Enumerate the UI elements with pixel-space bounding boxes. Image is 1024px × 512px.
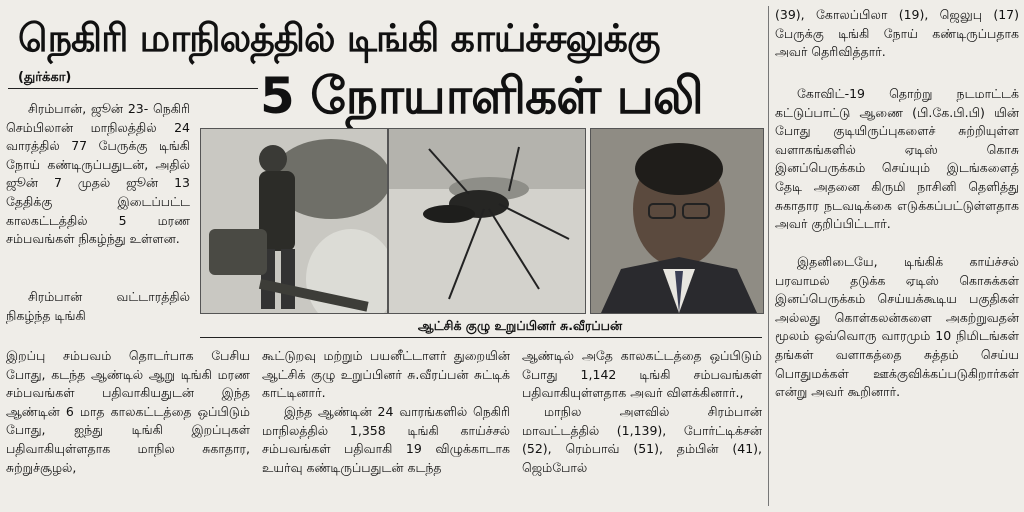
article-column-4: [775, 6, 1019, 496]
byline-rule: [8, 88, 258, 89]
article-column-1-continued: [6, 347, 250, 497]
paragraph: ஆண்டில் அதே காலகட்டத்தை ஒப்பிடும் போது 1,142 டிங்கி சம்பவங்கள் பதிவாகியுள்ளதாக அவர் விளக்கினார்.,: [522, 348, 762, 401]
article-column-1: [6, 100, 190, 325]
paragraph: கோவிட்-19 தொற்று நடமாட்டக் கட்டுப்பாட்டு ஆணை (பி.கே.பி.பி) யின் போது குடியிருப்புகளைச் சுற்றியுள்ள வளாகங்களில் ஏடிஸ் கொசு இனப்பெருக்கம் செய்யும் இடங்களைத் தேடி அதனை கிருமி நாசினி தெளித்து சுகாதார நடவடிக்கை எடுக்கப்பட்டுள்ளதாக அவர் குறிப்பிட்டார்.: [775, 86, 1019, 232]
column-divider: [768, 6, 769, 506]
photo-caption: ஆட்சிக் குழு உறுப்பினர் சு.வீரப்பன்: [417, 318, 623, 333]
article-column-3: [522, 347, 762, 496]
paragraph: இறப்பு சம்பவம் தொடர்பாக பேசிய போது, கடந்த ஆண்டில் ஆறு டிங்கி மரண சம்பவங்கள் பதிவாகியதுடன் இந்த ஆண்டின் 6 மாத காலகட்டத்தை ஒப்பிடும் போது, ஐந்து டிங்கி இறப்புகள் பதிவாகியுள்ளதாக மாநில சுகாதார, சுற்றுச்சூழல்,: [6, 348, 250, 475]
paragraph: சிரம்பான், ஜூன் 23- நெகிரி செம்பிலான் மாநிலத்தில் 24 வாரத்தில் 77 பேருக்கு டிங்கி நோய் கண்டிருப்பதுடன், அதில் ஜூன் 7 முதல் ஜூன் 13 தேதிக்கு இடைப்பட்ட காலகட்டத்தில் 5 மரண சம்பவங்கள் நிகழ்ந்து உள்ளன.: [6, 101, 190, 247]
paragraph: சிரம்பான் வட்டாரத்தில் நிகழ்ந்த டிங்கி: [6, 289, 190, 323]
photo-mosquito: [388, 128, 586, 314]
paragraph: இந்த ஆண்டின் 24 வாரங்களில் நெகிரி மாநிலத்தில் 1,358 டிங்கி காய்ச்சல் சம்பவங்கள் பதிவாகி 19 விழுக்காடாக உயர்வு கண்டிருப்பதுடன் கடந்த: [262, 404, 510, 475]
article-column-2: [262, 347, 510, 496]
paragraph: மாநில அளவில் சிரம்பான் மாவட்டத்தில் (1,139), போர்ட்டிக்சன் (52), ரெம்பாவ் (51), தம்பின் (41), ஜெம்போல்: [522, 404, 762, 475]
photo-fogging-worker: [200, 128, 388, 314]
photo-councillor: [590, 128, 764, 314]
councillor-portrait: [591, 129, 763, 313]
paragraph: கூட்டுறவு மற்றும் பயனீட்டாளர் துறையின் ஆட்சிக் குழு உறுப்பினர் சு.வீரப்பன் சுட்டிக் காட்டினார்.: [262, 348, 510, 401]
byline: (துர்க்கா): [18, 70, 72, 85]
paragraph: (39), கோலப்பிலா (19), ஜெலுபு (17) பேருக்கு டிங்கி நோய் கண்டிருப்பதாக அவர் தெரிவித்தார்.: [775, 7, 1019, 60]
headline-line-1: நெகிரி மாநிலத்தில் டிங்கி காய்ச்சலுக்கு: [18, 16, 660, 60]
caption-rule: [200, 337, 762, 338]
fogging-worker-image: [201, 129, 387, 313]
headline-line-2: 5 நோயாளிகள் பலி: [260, 67, 703, 125]
mosquito-image: [389, 129, 585, 313]
paragraph: இதனிடையே, டிங்கிக் காய்ச்சல் பரவாமல் தடுக்க ஏடிஸ் கொசுக்கள் இனப்பெருக்கம் செய்யக்கூடிய பகுதிகள் அல்லது கொள்கலன்களை அகற்றுவதன் மூலம் ஒவ்வொரு வாரமும் 10 நிமிடங்கள் தங்கள் வளாகத்தை சுத்தம் செய்ய பொதுமக்கள் ஊக்குவிக்கப்படுகிறார்கள் என்று அவர் கூறினார்.: [775, 254, 1019, 400]
